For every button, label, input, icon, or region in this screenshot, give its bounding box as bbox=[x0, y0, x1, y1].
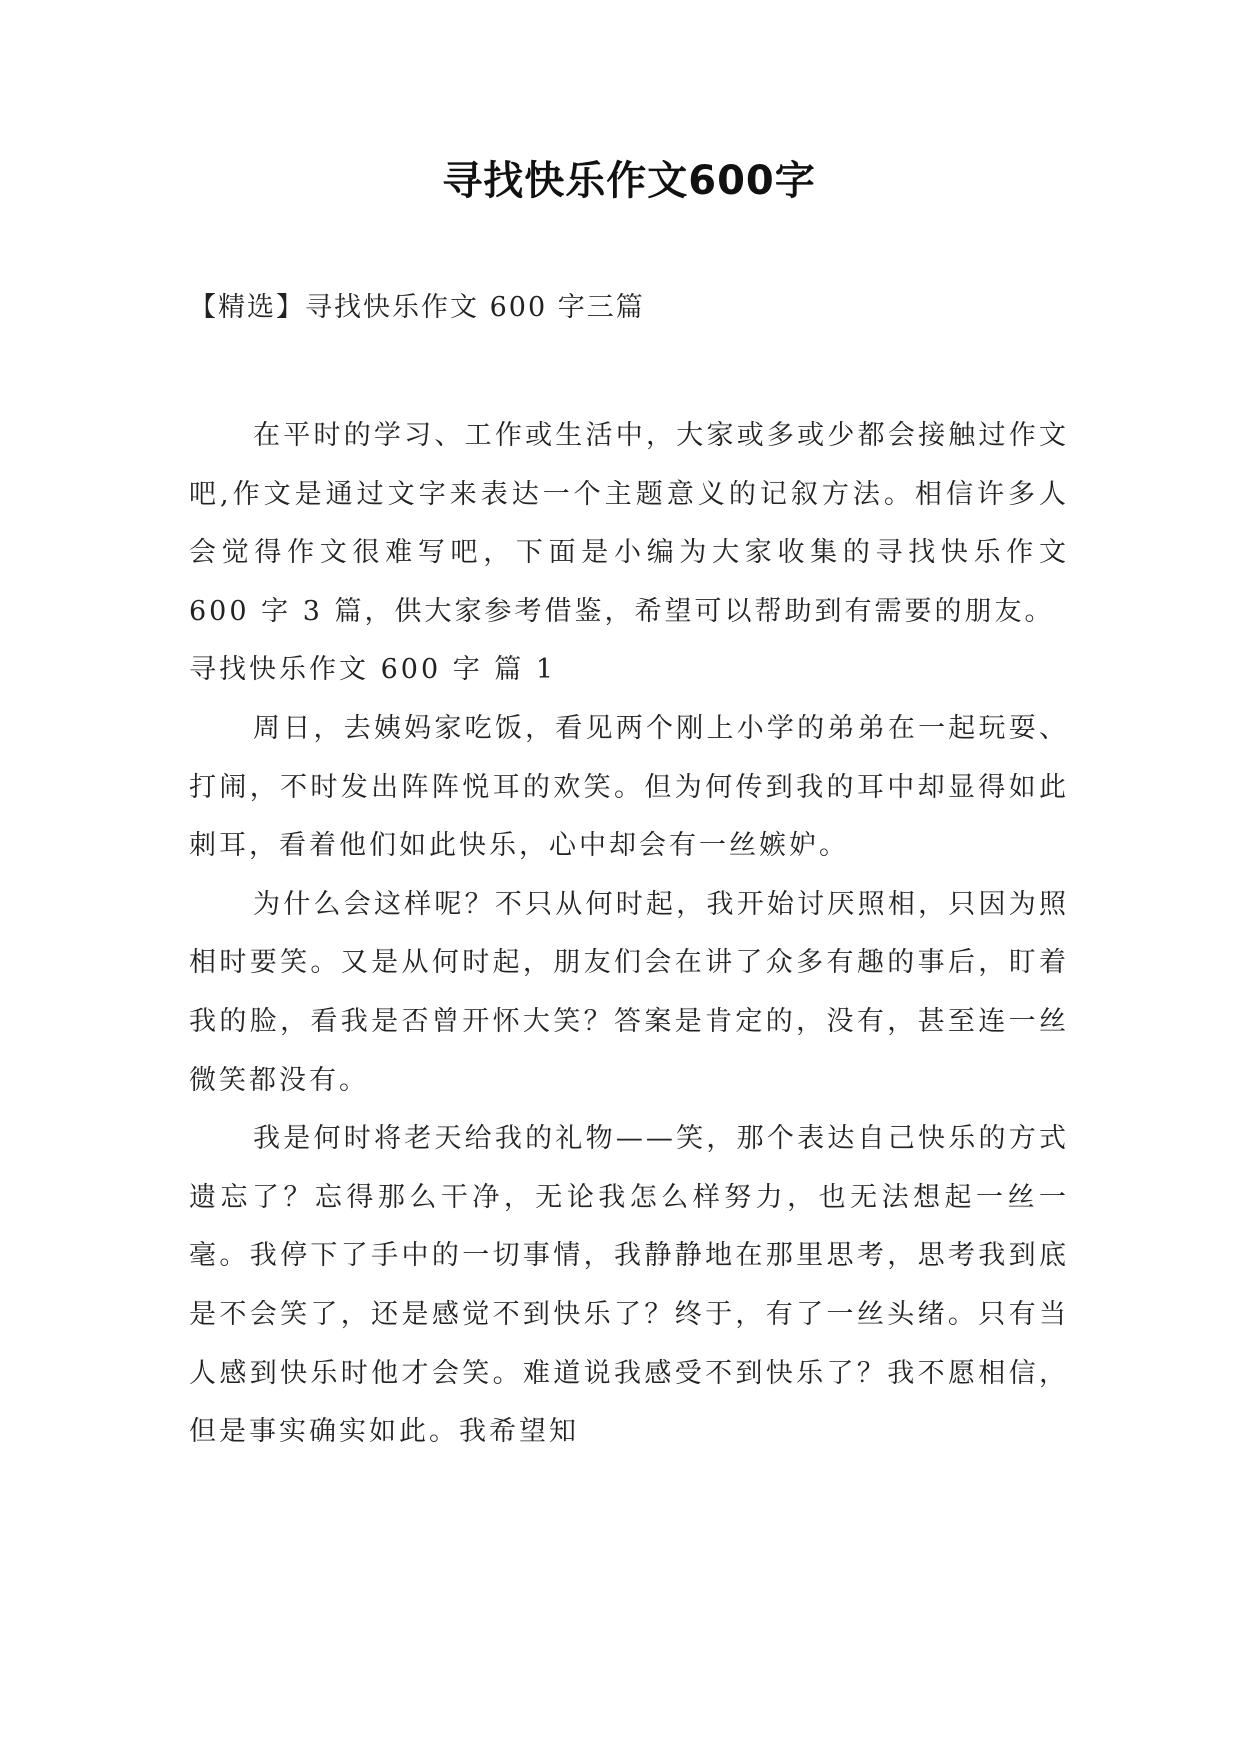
document-title: 寻找快乐作文600字 bbox=[442, 158, 816, 204]
intro-paragraph: 在平时的学习、工作或生活中，大家或多或少都会接触过作文吧,作文是通过文字来表达一个主题意义的记叙方法。相信许多人会觉得作文很难写吧，下面是小编为大家收集的寻找快乐作文 600 字 3 篇，供大家参考借鉴，希望可以帮助到有需要的朋友。 bbox=[189, 420, 1069, 627]
section-heading: 寻找快乐作文 600 字 篇 1 bbox=[189, 654, 557, 686]
document-subtitle: 【精选】寻找快乐作文 600 字三篇 bbox=[189, 292, 645, 323]
body-paragraph-3: 我是何时将老天给我的礼物——笑，那个表达自己快乐的方式遗忘了？忘得那么干净，无论我怎么样努力，也无法想起一丝一毫。我停下了手中的一切事情，我静静地在那里思考，思考我到底是不会笑了，还是感觉不到快乐了？终于，有了一丝头绪。只有当人感到快乐时他才会笑。难道说我感受不到快乐了？我不愿相信，但是事实确实如此。我希望知 bbox=[189, 1123, 1069, 1448]
document-body bbox=[189, 407, 1069, 1462]
body-paragraph-1: 周日，去姨妈家吃饭，看见两个刚上小学的弟弟在一起玩耍、打闹，不时发出阵阵悦耳的欢笑。但为何传到我的耳中却显得如此刺耳，看着他们如此快乐，心中却会有一丝嫉妒。 bbox=[189, 712, 1069, 862]
body-paragraph-2: 为什么会这样呢？不只从何时起，我开始讨厌照相，只因为照相时要笑。又是从何时起，朋友们会在讲了众多有趣的事后，盯着我的脸，看我是否曾开怀大笑？答案是肯定的，没有，甚至连一丝微笑都没有。 bbox=[189, 888, 1069, 1096]
